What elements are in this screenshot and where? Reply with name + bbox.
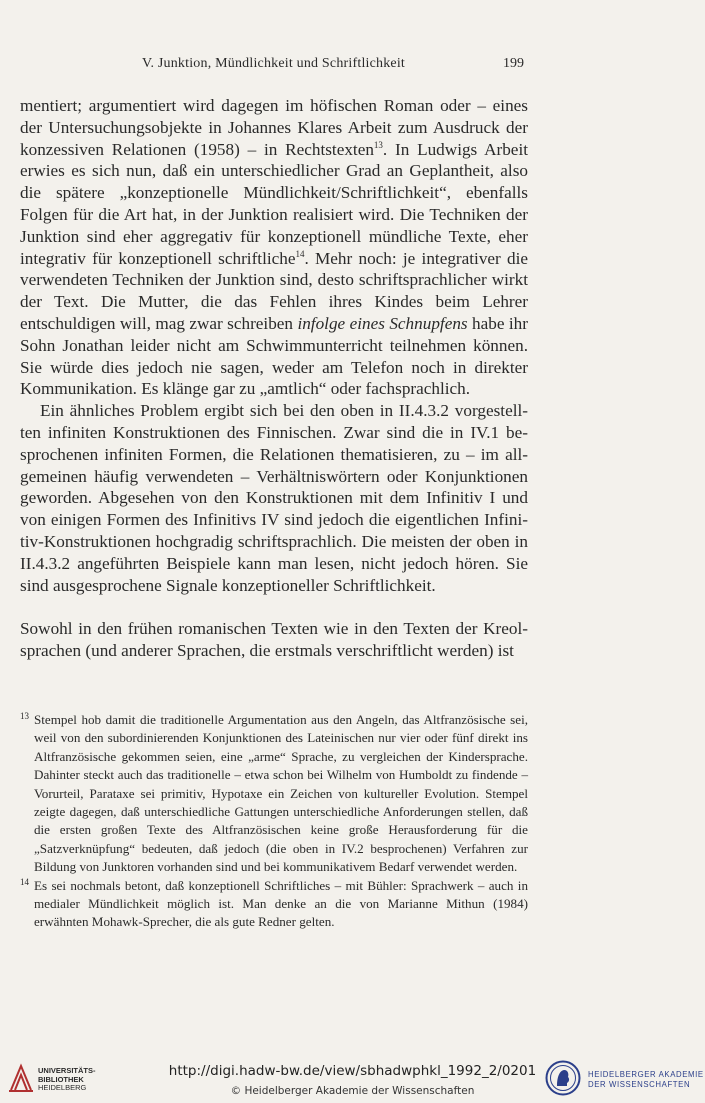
academy-seal-icon	[545, 1060, 581, 1096]
paragraph-1-part-a: mentiert; argumentiert wird dagegen im höfischen Roman oder – eines der Untersuchungsobjekte in Johannes Klares Arbeit zum Ausdruck der konzessiven Relationen (1958) – in Rechtstexten	[20, 96, 528, 159]
library-line-2: BIBLIOTHEK	[38, 1074, 84, 1084]
running-header: V. Junktion, Mündlichkeit und Schriftlichkeit	[141, 56, 406, 71]
paragraph-2: Ein ähnliches Problem ergibt sich bei den oben in II.4.3.2 vorgestellten infiniten Konstruktionen des Finnischen. Zwar sind die in IV.1 besprochenen infiniten Formen, die Relationen thematisieren, zu – im allgemeinen häufig verwendeten – Verhältniswörtern oder Konjunktionen geworden. Abgesehen von den Konstruktionen mit dem Infinitiv I und von einigen Formen des Infinitivs IV sind jedoch die eigentlichen Infinitiv-Konstruktionen hochgradig schriftsprachlich. Die meisten der oben in II.4.3.2 angeführten Beispiele kann man lesen, nicht jedoch hören. Sie sind ausgesprochene Signale konzeptioneller Schriftlichkeit.	[20, 401, 528, 595]
footnote-13: 13 Stempel hob damit die traditionelle Argumentation aus den Angeln, das Altfranzösische sei, weil von den subordinierenden Konjunktionen des Lateinischen nur vier oder fünf direkt ins Altfranzösische gekommen seien, eine „arme“ Sprache, zu vergleichen der Kindersprache. Dahinter steckt auch das traditionelle – etwa schon bei Wilhelm von Humboldt zu findende – Vorurteil, Parataxe sei primitiv, Hypotaxe ein Zeichen von kultureller Evolution. Stempel zeigte dagegen, daß unterschiedliche Gattungen unterschiedliche Anforderungen stellen, daß die ersten großen Texte des Altfranzösischen keine große Herausforderung für die „Satzverknüpfung“ bedeuten, daß jedoch (die oben in IV.2 besprochenen) Verfahren zur Bildung von Junktoren vorhanden sind und bei kommunikativem Bedarf verwendet werden.	[20, 711, 528, 875]
academy-line-2: DER WISSENSCHAFTEN	[588, 1079, 691, 1089]
page-number: 199	[503, 56, 524, 71]
paragraph-1-part-b: . In Ludwigs Arbeit erwies es sich nun, daß ein unterschiedlicher Grad an Geplantheit, also die spätere „konzeptionelle Mündlichkeit/Schriftlichkeit“, ebenfalls Folgen für die Art hat, in der Junktion realisiert wird. Die Techniken der Junktion sind eher aggregativ für konzeptionell mündliche Texte, eher integrativ für konzeptionell schriftliche	[20, 139, 528, 268]
paragraph-1	[20, 95, 528, 400]
footnote-13-text: Stempel hob damit die traditionelle Argumentation aus den Angeln, das Altfranzösische sei, weil von den subordinierenden Konjunktionen des Lateinischen nur vier oder fünf direkt ins Altfranzösische gekommen seien, eine „arme“ Sprache, zu vergleichen der Kindersprache. Dahinter steckt auch das traditionelle – etwa schon bei Wilhelm von Humboldt zu findende – Vorurteil, Parataxe sei primitiv, Hypotaxe ein Zeichen von kultureller Evolution. Stempel zeigte dagegen, daß unterschiedliche Gattungen unterschiedliche Anforderungen stellen, daß die ersten großen Texte des Altfranzösischen keine große Herausforderung für die „Satzverknüpfung“ bedeuten, daß jedoch (die oben in IV.2 besprochenen) Verfahren zur Bildung von Junktoren vorhanden sind und bei kommunikativem Bedarf verwendet werden.	[34, 712, 528, 875]
footnote-ref-13[interactable]: 13	[373, 139, 383, 150]
academy-name	[588, 1070, 704, 1089]
footnote-ref-14[interactable]: 14	[295, 248, 305, 259]
footer-bar	[0, 1057, 705, 1103]
footnote-14-text: Es sei nochmals betont, daß konzeptionell Schriftliches – mit Bühler: Sprachwerk – auch in medialer Mündlichkeit möglich ist. Man denke an die von Marianne Mithun (1984) erwähnten Mohawk-Sprecher, die als gute Redner gelten.	[34, 877, 528, 930]
permalink-url[interactable]: http://digi.hadw-bw.de/view/sbhadwphkl_1992_2/0201	[168, 1063, 537, 1079]
paragraph-1-italic: infolge eines Schnupfens	[297, 313, 468, 333]
paragraph-1-part-d: habe ihr Sohn Jonathan leider nicht am Schwimmunterricht teilnehmen können. Sie würde dies jedoch nie sagen, weder am Telefon noch in direkter Kommunikation. Es klänge gar zu „amtlich“ oder fachsprachlich.	[20, 313, 528, 399]
academy-line-1: HEIDELBERGER AKADEMIE	[588, 1070, 704, 1079]
library-line-1: UNIVERSITÄTS-	[38, 1066, 96, 1075]
paragraph-3: Sowohl in den frühen romanischen Texten wie in den Texten der Kreolsprachen (und anderer Sprachen, die erstmals verschriftlicht werden) ist	[20, 619, 528, 660]
copyright-notice: © Heidelberger Akademie der Wissenschaften	[230, 1085, 475, 1097]
paragraph-1-part-c: . Mehr noch: je integrativer die verwendeten Techniken der Junktion sind, desto schriftsprachlicher wirkt der Text. Die Mutter, die das Fehlen ihres Kindes beim Lehrer entschuldigen will, mag zwar schreiben	[20, 248, 529, 333]
footnote-14: 14 Es sei nochmals betont, daß konzeptionell Schriftliches – mit Bühler: Sprachwerk – auch in medialer Mündlichkeit möglich ist. Man denke an die von Marianne Mithun (1984) erwähnten Mohawk-Sprecher, die als gute Redner gelten.	[20, 876, 528, 930]
library-line-3: HEIDELBERG	[38, 1083, 87, 1092]
footnotes	[20, 711, 528, 932]
main-text	[20, 95, 528, 662]
